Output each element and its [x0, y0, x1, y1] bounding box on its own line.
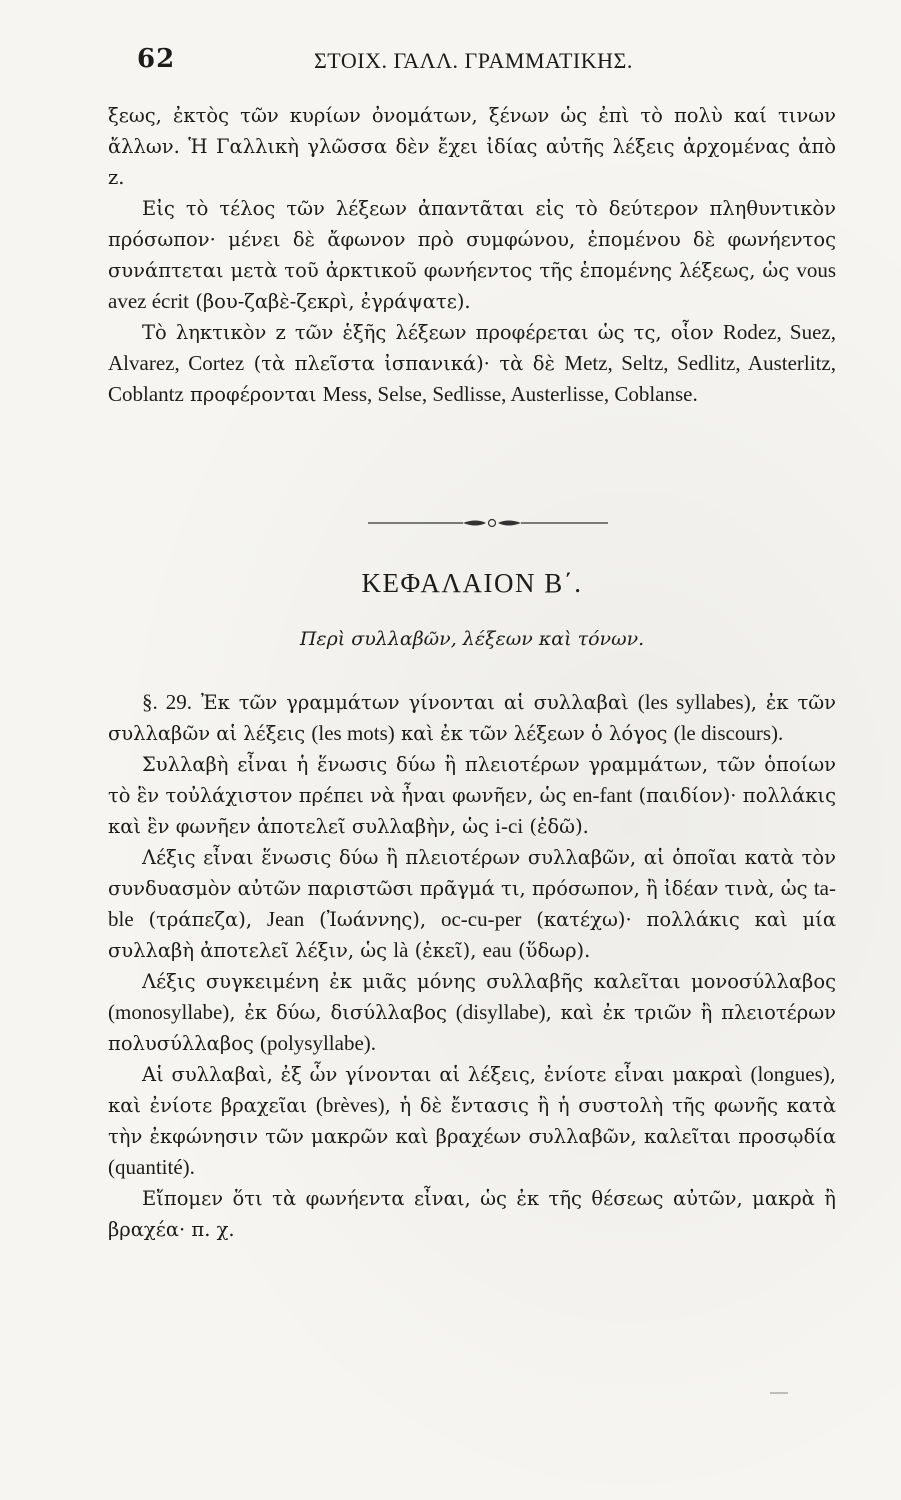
paragraph-text: (ἐκεῖ), — [408, 939, 483, 962]
ornamental-divider — [368, 513, 608, 533]
french-example: (monosyllabe) — [108, 1000, 230, 1024]
french-example: vous avez écrit — [108, 258, 836, 313]
page-number: 62 — [137, 44, 176, 74]
paragraph-text: Λέξις εἶναι ἕνωσις δύω ἢ πλειοτέρων συλλαβῶν, αἱ ὁποῖαι κατὰ τὸν συνδυασμὸν αὐτῶν παριστῶσι πρᾶγμά τι, πρόσωπον, ἢ ἰδέαν τινὰ, ὡς — [108, 846, 836, 900]
paragraph-text: (τράπεζα), — [133, 908, 267, 931]
paragraph-text: Εἴπομεν ὅτι τὰ φωνήεντα εἶναι, ὡς ἐκ τῆς θέσεως αὐτῶν, μακρὰ ἢ βραχέα· π. χ. — [108, 1187, 836, 1241]
french-example: Rodez, Suez, Alvarez, Cortez — [108, 320, 836, 375]
french-example: Jean — [266, 907, 305, 931]
french-example: (les mots) — [311, 721, 395, 745]
paragraph-text: (παιδίον)· πολλάκις καὶ ἓν φωνῆεν ἀποτελεῖ συλλαβὴν, ὡς — [108, 784, 836, 838]
french-example: (polysyllabe). — [259, 1031, 377, 1055]
paragraph-text: (βου-ζαβὲ-ζεκρὶ, ἐγράψατε). — [189, 290, 471, 313]
paragraph — [108, 687, 836, 749]
french-example: Metz, Seltz, Sedlitz, Austerlitz, Coblantz — [108, 351, 836, 406]
paragraph-text: (ἐδῶ). — [523, 815, 589, 838]
section-z-letter — [108, 100, 836, 410]
french-example: (disyllabe) — [455, 1000, 546, 1024]
paragraph-text: , ἡ δὲ ἔντασις ἢ ἡ συστολὴ τῆς φωνῆς κατὰ τὴν ἐκφώνησιν τῶν μακρῶν καὶ βραχέων συλλαβῶν, καλεῖται προσῳδία — [108, 1094, 836, 1148]
french-example: Mess, Selse, Sedlisse, Austerlisse, Coblanse. — [322, 382, 698, 406]
paragraph — [108, 100, 836, 193]
paragraph-text: , ἐκ δύω, δισύλλαβος — [229, 1001, 456, 1024]
paragraph — [108, 842, 836, 966]
french-example: (les syllabes) — [637, 690, 751, 714]
french-example: ta-ble — [108, 876, 836, 931]
paragraph — [108, 749, 836, 842]
paragraph-text: (τὰ πλεῖστα ἰσπανικά)· τὰ δὲ — [244, 352, 565, 375]
paragraph-text: Ἐκ τῶν γραμμάτων γίνονται αἱ συλλαβαὶ — [192, 691, 638, 714]
french-example: (longues) — [750, 1062, 830, 1086]
paragraph-text: , καὶ ἐκ τριῶν ἢ πλειοτέρων πολυσύλλαβος — [108, 1001, 836, 1055]
paragraph — [108, 1183, 836, 1245]
paragraph-text: , καὶ ἐνίοτε βραχεῖαι — [108, 1063, 836, 1117]
paragraph-text: Λέξις συγκειμένη ἐκ μιᾶς μόνης συλλαβῆς καλεῖται μονοσύλλαβος — [142, 970, 836, 993]
french-example: là — [393, 938, 409, 962]
paragraph-text: Εἰς τὸ τέλος τῶν λέξεων ἀπαντᾶται εἰς τὸ δεύτερον πληθυντικὸν πρόσωπον· μένει δὲ ἄφωνον πρὸ συμφώνου, ἑπομένου δὲ φωνήεντος συνάπτεται μετὰ τοῦ ἀρκτικοῦ φωνήεντος τῆς ἑπομένης λέξεως, ὡς — [108, 197, 836, 282]
paragraph-text: Συλλαβὴ εἶναι ἡ ἕνωσις δύω ἢ πλειοτέρων γραμμάτων, τῶν ὁποίων τὸ ἓν τοὐλάχιστον πρέπει νὰ ἦναι φωνῆεν, ὡς — [108, 753, 836, 807]
paragraph-text: , ἐκ τῶν συλλαβῶν αἱ λέξεις — [108, 691, 837, 745]
paragraph — [108, 966, 836, 1059]
french-example: (brèves) — [315, 1093, 385, 1117]
paragraph — [108, 1059, 836, 1183]
page-header — [137, 44, 837, 84]
section-29 — [108, 687, 836, 1245]
chapter-subtitle: Περὶ συλλαβῶν, λέξεων καὶ τόνων. — [299, 628, 645, 650]
running-title: ΣΤΟΙΧ. ΓΑΛΛ. ΓΡΑΜΜΑΤΙΚΗΣ. — [314, 48, 633, 73]
french-example: i-ci — [495, 814, 524, 838]
french-example: oc-cu-per — [440, 907, 522, 931]
french-example: en-fant — [572, 783, 633, 807]
french-example: eau — [482, 938, 512, 962]
paragraph-text: καὶ ἐκ τῶν λέξεων ὁ λόγος — [394, 722, 674, 745]
section-number: §. 29. — [142, 690, 193, 714]
paragraph — [108, 317, 836, 410]
paragraph-text: (ὕδωρ). — [511, 939, 591, 962]
paragraph-text: Τὸ ληκτικὸν z τῶν ἑξῆς λέξεων προφέρεται ὡς τς, οἷον — [142, 321, 723, 344]
french-example: (quantité). — [108, 1155, 195, 1179]
paragraph-text: ξεως, ἐκτὸς τῶν κυρίων ὀνομάτων, ξένων ὡς ἐπὶ τὸ πολὺ καί τινων ἄλλων. Ἡ Γαλλικὴ γλῶσσα δὲν ἔχει ἰδίας αὐτῆς λέξεις ἀρχομένας ἀπὸ z. — [108, 104, 836, 189]
paragraph-text: (κατέχω)· πολλάκις καὶ μία συλλαβὴ ἀποτελεῖ λέξιν, ὡς — [108, 908, 836, 962]
paragraph-text: προφέρονται — [183, 383, 323, 406]
page-smudge — [770, 1392, 788, 1394]
french-example: (le discours). — [673, 721, 784, 745]
paragraph — [108, 193, 836, 317]
paragraph-text: Αἱ συλλαβαὶ, ἐξ ὧν γίνονται αἱ λέξεις, ἐνίοτε εἶναι μακραὶ — [142, 1063, 751, 1086]
chapter-title: ΚΕΦΑΛΑΙΟΝ Β΄. — [361, 568, 583, 598]
paragraph-text: (Ἰωάννης), — [304, 908, 441, 931]
